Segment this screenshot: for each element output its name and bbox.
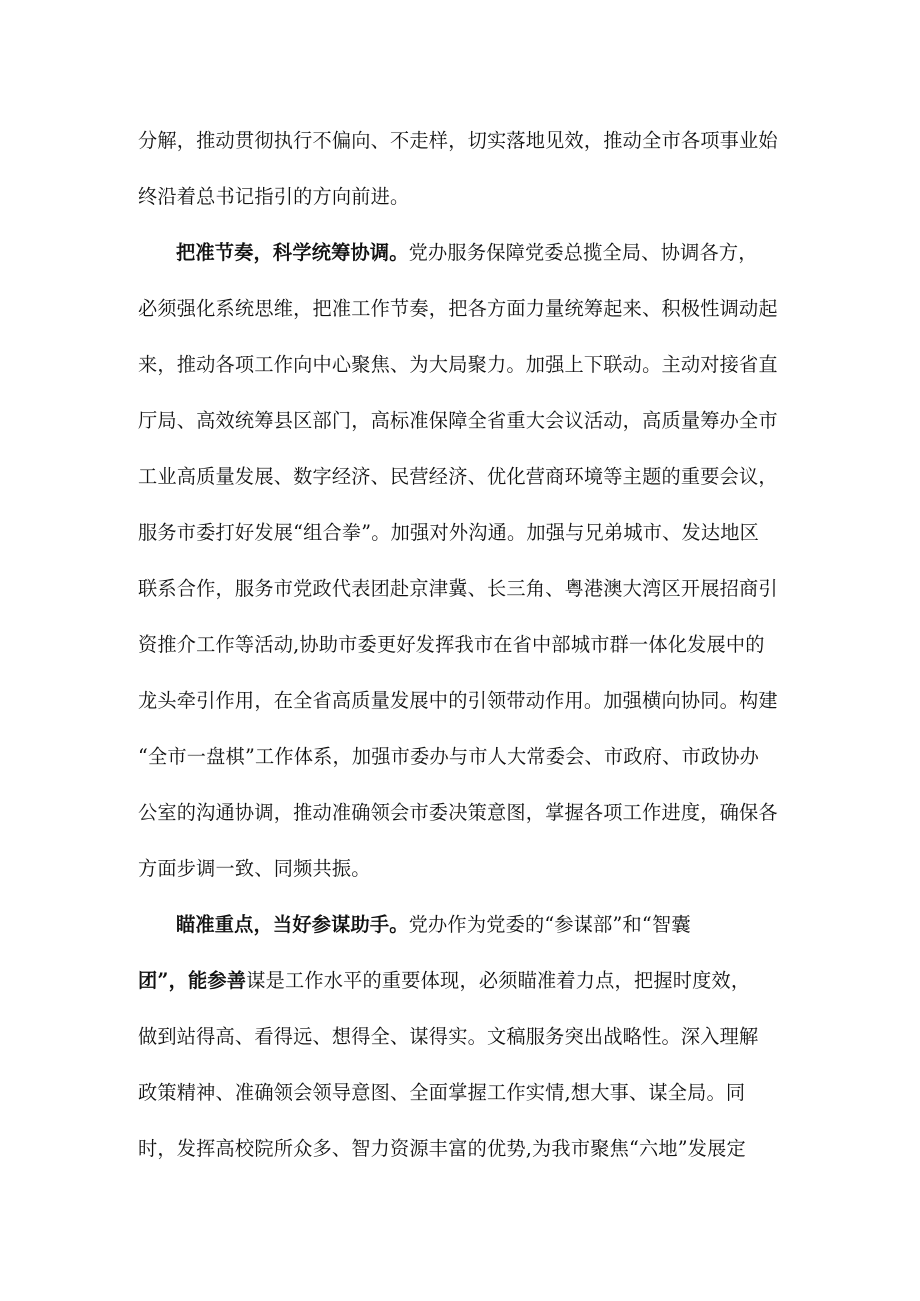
text-line: 联系合作，服务市党政代表团赴京津冀、长三角、粤港澳大湾区开展招商引 <box>138 577 778 600</box>
paragraph-heading: 瞄准重点，当好参谋助手。 <box>176 913 409 936</box>
text-line: 资推介工作等活动,协助市委更好发挥我市在省中部城市群一体化发展中的 <box>138 633 765 656</box>
text-line: 公室的沟通协调，推动准确领会市委决策意图，掌握各项工作进度，确保各 <box>138 801 778 824</box>
text-line: 工业高质量发展、数字经济、民营经济、优化营商环境等主题的重要会议， <box>138 465 778 488</box>
text-line: 做到站得高、看得远、想得全、谋得实。文稿服务突出战略性。深入理解 <box>138 1025 759 1048</box>
text-line: 终沿着总书记指引的方向前进。 <box>138 185 410 208</box>
text-line: 政策精神、准确领会领导意图、全面掌握工作实情,想大事、谋全局。同 <box>138 1081 746 1104</box>
paragraph-heading-line <box>176 237 798 269</box>
text-line: 分解，推动贯彻执行不偏向、不走样，切实落地见效，推动全市各项事业始 <box>138 129 778 152</box>
text-line: 方面步调一致、同频共振。 <box>138 857 371 880</box>
text-line: 厅局、高效统筹县区部门，高标准保障全省重大会议活动，高质量筹办全市 <box>138 409 778 432</box>
paragraph-text: 党办作为党委的“参谋部”和“智囊 <box>408 913 691 936</box>
text-line: 服务市委打好发展“组合拳”。加强对外沟通。加强与兄弟城市、发达地区 <box>138 521 760 544</box>
text-line: 龙头牵引作用，在全省高质量发展中的引领带动作用。加强横向协同。构建 <box>138 689 778 712</box>
paragraph-heading: 把准节奏，科学统筹协调。 <box>176 241 409 264</box>
paragraph-text: 谋是工作水平的重要体现，必须瞄准着力点，把握时度效， <box>246 969 751 992</box>
text-line: “全市一盘棋”工作体系，加强市委办与市人大常委会、市政府、市政协办 <box>138 745 760 768</box>
text-line: 必须强化系统思维，把准工作节奏，把各方面力量统筹起来、积极性调动起 <box>138 297 778 320</box>
text-line: 时，发挥高校院所众多、智力资源丰富的优势,为我市聚焦“六地”发展定 <box>138 1137 746 1160</box>
paragraph-text: 党办服务保障党委总揽全局、协调各方， <box>408 241 758 264</box>
paragraph-heading: 团”，能参善 <box>138 969 247 992</box>
paragraph-heading-line <box>176 909 798 941</box>
text-line: 来，推动各项工作向中心聚焦、为大局聚力。加强上下联动。主动对接省直 <box>138 353 778 376</box>
paragraph-heading-continuation <box>138 965 798 997</box>
